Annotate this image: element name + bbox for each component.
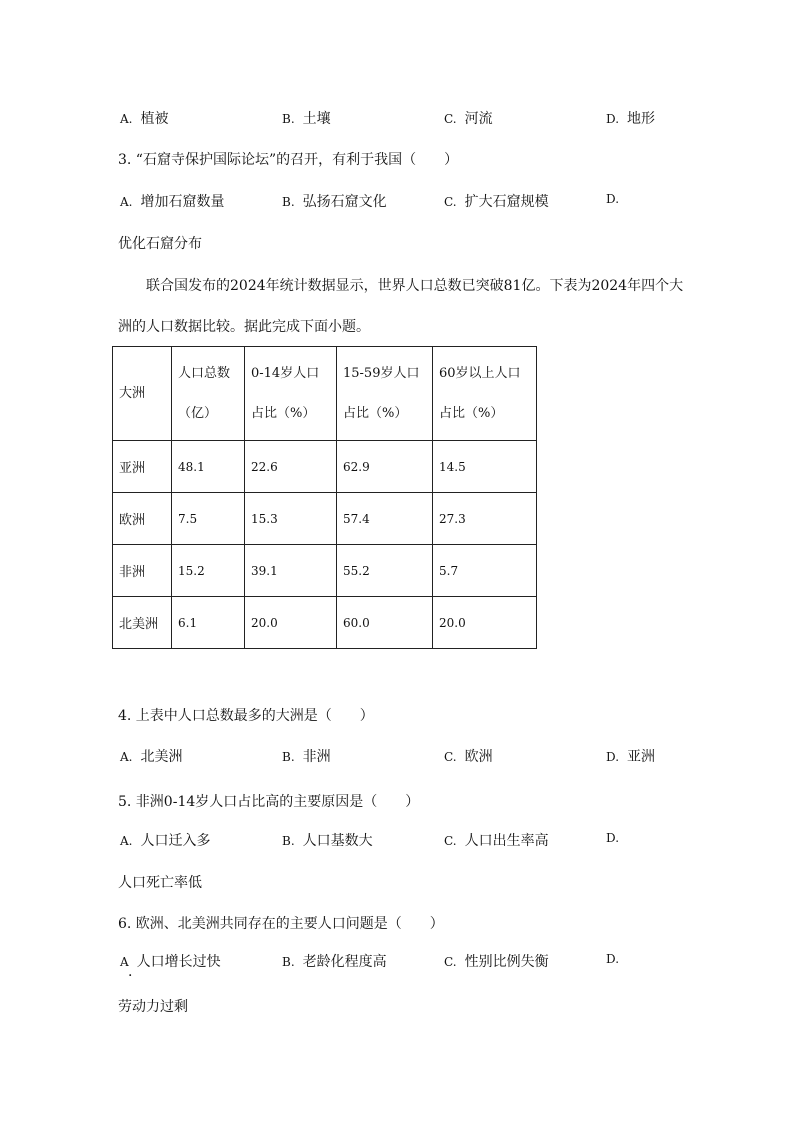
q3-option-d: D.	[606, 192, 620, 206]
q5-option-d: D.	[606, 831, 620, 845]
cell-continent: 非洲	[113, 545, 172, 597]
cell-age-15-59: 55.2	[337, 545, 433, 597]
q4-option-a: A. 北美洲	[120, 749, 183, 765]
header-continent: 大洲	[113, 347, 172, 441]
q2-option-c: C. 河流	[444, 111, 493, 127]
q3-option-a: A. 增加石窟数量	[120, 194, 225, 210]
q5-option-b: B. 人口基数大	[282, 833, 373, 849]
cell-age-60-plus: 14.5	[433, 441, 537, 493]
cell-age-60-plus: 5.7	[433, 545, 537, 597]
q3-options	[0, 191, 794, 211]
header-age-60-plus: 60岁以上人口 占比（%）	[433, 347, 537, 441]
cell-age-15-59: 60.0	[337, 597, 433, 649]
cell-age-60-plus: 20.0	[433, 597, 537, 649]
table-header-row	[113, 347, 537, 441]
q3-option-b: B. 弘扬石窟文化	[282, 194, 387, 210]
q4-option-b: B. 非洲	[282, 749, 331, 765]
q5-options	[0, 830, 794, 850]
header-total: 人口总数 （亿）	[172, 347, 245, 441]
header-age-0-14: 0-14岁人口 占比（%）	[245, 347, 337, 441]
cell-total: 7.5	[172, 493, 245, 545]
q2-options	[0, 108, 794, 128]
cell-age-0-14: 15.3	[245, 493, 337, 545]
table-row	[113, 597, 537, 649]
q6-option-d-text: 劳动力过剩	[118, 999, 188, 1015]
q6-option-b: B. 老龄化程度高	[282, 954, 387, 970]
q6-option-c: C. 性别比例失衡	[444, 954, 549, 970]
cell-age-15-59: 57.4	[337, 493, 433, 545]
q6-options	[0, 951, 794, 971]
cell-age-0-14: 20.0	[245, 597, 337, 649]
q5-option-a: A. 人口迁入多	[120, 833, 211, 849]
q2-option-d: D. 地形	[606, 111, 656, 127]
q6-option-d: D.	[606, 952, 620, 966]
table-row	[113, 545, 537, 597]
header-age-15-59: 15-59岁人口 占比（%）	[337, 347, 433, 441]
cell-total: 15.2	[172, 545, 245, 597]
option-a-dot-mark: ·	[128, 968, 133, 984]
table-row	[113, 441, 537, 493]
passage-line-1: 联合国发布的2024年统计数据显示，世界人口总数已突破81亿。下表为2024年四个大	[146, 278, 684, 294]
cell-continent: 欧洲	[113, 493, 172, 545]
q4-option-c: C. 欧洲	[444, 749, 493, 765]
q4-stem: 4. 上表中人口总数最多的大洲是（ ）	[118, 708, 374, 724]
q4-option-d: D. 亚洲	[606, 749, 656, 765]
q3-option-c: C. 扩大石窟规模	[444, 194, 549, 210]
cell-age-15-59: 62.9	[337, 441, 433, 493]
q4-options	[0, 746, 794, 766]
q3-stem: 3. “石窟寺保护国际论坛”的召开，有利于我国（ ）	[118, 152, 459, 168]
q6-option-a: A 人口增长过快	[120, 954, 221, 970]
cell-age-0-14: 39.1	[245, 545, 337, 597]
q3-option-d-text: 优化石窟分布	[118, 236, 202, 252]
cell-age-0-14: 22.6	[245, 441, 337, 493]
table-row	[113, 493, 537, 545]
q5-option-d-text: 人口死亡率低	[118, 875, 202, 891]
q6-stem: 6. 欧洲、北美洲共同存在的主要人口问题是（ ）	[118, 916, 444, 932]
passage-line-2: 洲的人口数据比较。据此完成下面小题。	[118, 319, 370, 335]
cell-continent: 北美洲	[113, 597, 172, 649]
q2-option-b: B. 土壤	[282, 111, 331, 127]
cell-total: 48.1	[172, 441, 245, 493]
population-table	[112, 346, 537, 649]
q2-option-a: A. 植被	[120, 111, 169, 127]
q5-stem: 5. 非洲0-14岁人口占比高的主要原因是（ ）	[118, 794, 420, 810]
cell-continent: 亚洲	[113, 441, 172, 493]
cell-total: 6.1	[172, 597, 245, 649]
cell-age-60-plus: 27.3	[433, 493, 537, 545]
q5-option-c: C. 人口出生率高	[444, 833, 549, 849]
